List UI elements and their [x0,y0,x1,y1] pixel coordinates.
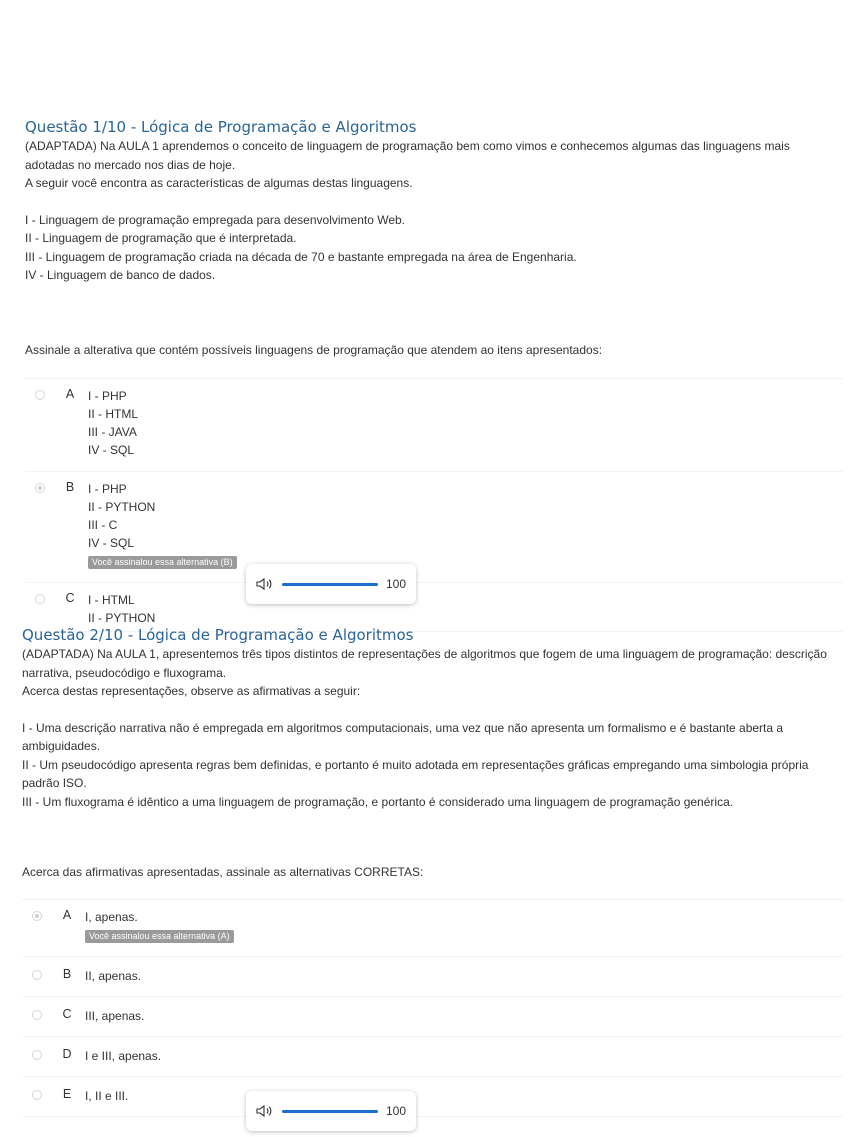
option-letter: C [62,1007,72,1021]
option-text [88,480,237,570]
question-text [25,137,841,285]
intro-paragraph: Acerca destas representações, observe as afirmativas a seguir: [22,684,361,698]
volume-overlay [246,1091,416,1131]
volume-slider[interactable] [282,1110,378,1113]
option-text: II, apenas. [85,969,142,983]
option-b[interactable] [25,472,843,583]
statement-item: II - Linguagem de programação que é interpretada. [25,231,297,245]
option-line: I - PHP [88,481,127,496]
option-text: I, II e III. [85,1089,129,1103]
option-letter: E [62,1087,72,1101]
option-line: III - C [88,517,118,532]
volume-value: 100 [386,577,407,591]
radio-button[interactable] [32,970,42,980]
option-line: III - JAVA [88,424,137,439]
volume-slider[interactable] [282,583,378,586]
option-line: I, apenas. [85,910,138,924]
option-line: II - HTML [88,406,138,421]
speaker-icon [256,577,274,591]
option-letter: A [62,908,72,922]
intro-paragraph: (ADAPTADA) Na AULA 1, apresentemos três tipos distintos de representações de algoritmos que fogem de uma linguagem de programação: descrição narrativa, pseudocódigo e fluxograma. [22,647,827,680]
selected-badge: Você assinalou essa alternativa (A) [85,930,234,943]
option-line: II - PYTHON [88,499,156,514]
option-text [85,908,234,944]
option-text: I e III, apenas. [85,1049,162,1063]
option-a[interactable] [22,900,843,957]
option-line: IV - SQL [88,535,135,550]
radio-button-selected[interactable] [35,483,45,493]
question-title: Questão 2/10 - Lógica de Programação e Algoritmos [22,626,414,644]
statement-item: III - Um fluxograma é idêntico a uma linguagem de programação, e portanto é considerado uma linguagem de programação genérica. [22,794,734,809]
selected-badge: Você assinalou essa alternativa (B) [88,556,237,569]
options-list [22,899,843,1117]
option-text [88,387,138,459]
radio-button[interactable] [32,1010,42,1020]
radio-button[interactable] [32,1090,42,1100]
option-letter: B [62,967,72,981]
option-b[interactable] [22,957,843,997]
question-title: Questão 1/10 - Lógica de Programação e Algoritmos [25,118,417,136]
option-d[interactable] [22,1037,843,1077]
question-text [22,645,847,811]
option-line: I - PHP [88,388,127,403]
radio-button[interactable] [32,1050,42,1060]
statement-item: IV - Linguagem de banco de dados. [25,268,216,282]
option-c[interactable] [22,997,843,1037]
radio-button[interactable] [35,594,45,604]
option-a[interactable] [25,379,843,472]
options-list [25,378,843,632]
statement-item: II - Um pseudocódigo apresenta regras bem definidas, e portanto é muito adotada em representações gráficas empregando uma simbologia própria padrão ISO. [22,757,809,790]
option-letter: C [65,590,75,605]
option-letter: D [62,1047,72,1061]
question-1 [0,117,851,625]
option-text: III, apenas. [85,1009,145,1023]
intro-paragraph: A seguir você encontra as características de algumas destas linguagens. [25,176,413,190]
radio-button[interactable] [35,390,45,400]
statement-item: I - Linguagem de programação empregada para desenvolvimento Web. [25,212,406,227]
option-line: IV - SQL [88,442,135,457]
volume-value: 100 [386,1104,407,1118]
radio-button-selected[interactable] [32,911,42,921]
volume-overlay [246,564,416,604]
question-instruction: Acerca das afirmativas apresentadas, assinale as alternativas CORRETAS: [22,865,424,879]
option-e[interactable] [22,1077,843,1117]
option-letter: A [65,386,75,401]
question-instruction: Assinale a alterativa que contém possíveis linguagens de programação que atendem ao itens apresentados: [25,342,603,357]
speaker-icon [256,1104,274,1118]
option-text [88,591,155,627]
statement-item: I - Uma descrição narrativa não é empregada em algoritmos computacionais, uma vez que não apresenta um formalismo e é bastante aberta a ambiguidades. [22,720,784,753]
question-2 [0,625,851,1137]
statement-item: III - Linguagem de programação criada na década de 70 e bastante empregada na área de Engenharia. [25,249,577,264]
option-letter: B [65,479,75,494]
intro-paragraph: (ADAPTADA) Na AULA 1 aprendemos o conceito de linguagem de programação bem como vimos e conhecemos algumas das linguagens mais adotadas no mercado nos dias de hoje. [25,139,790,172]
option-line: II - PYTHON [88,610,156,625]
option-line: I - HTML [88,592,135,607]
